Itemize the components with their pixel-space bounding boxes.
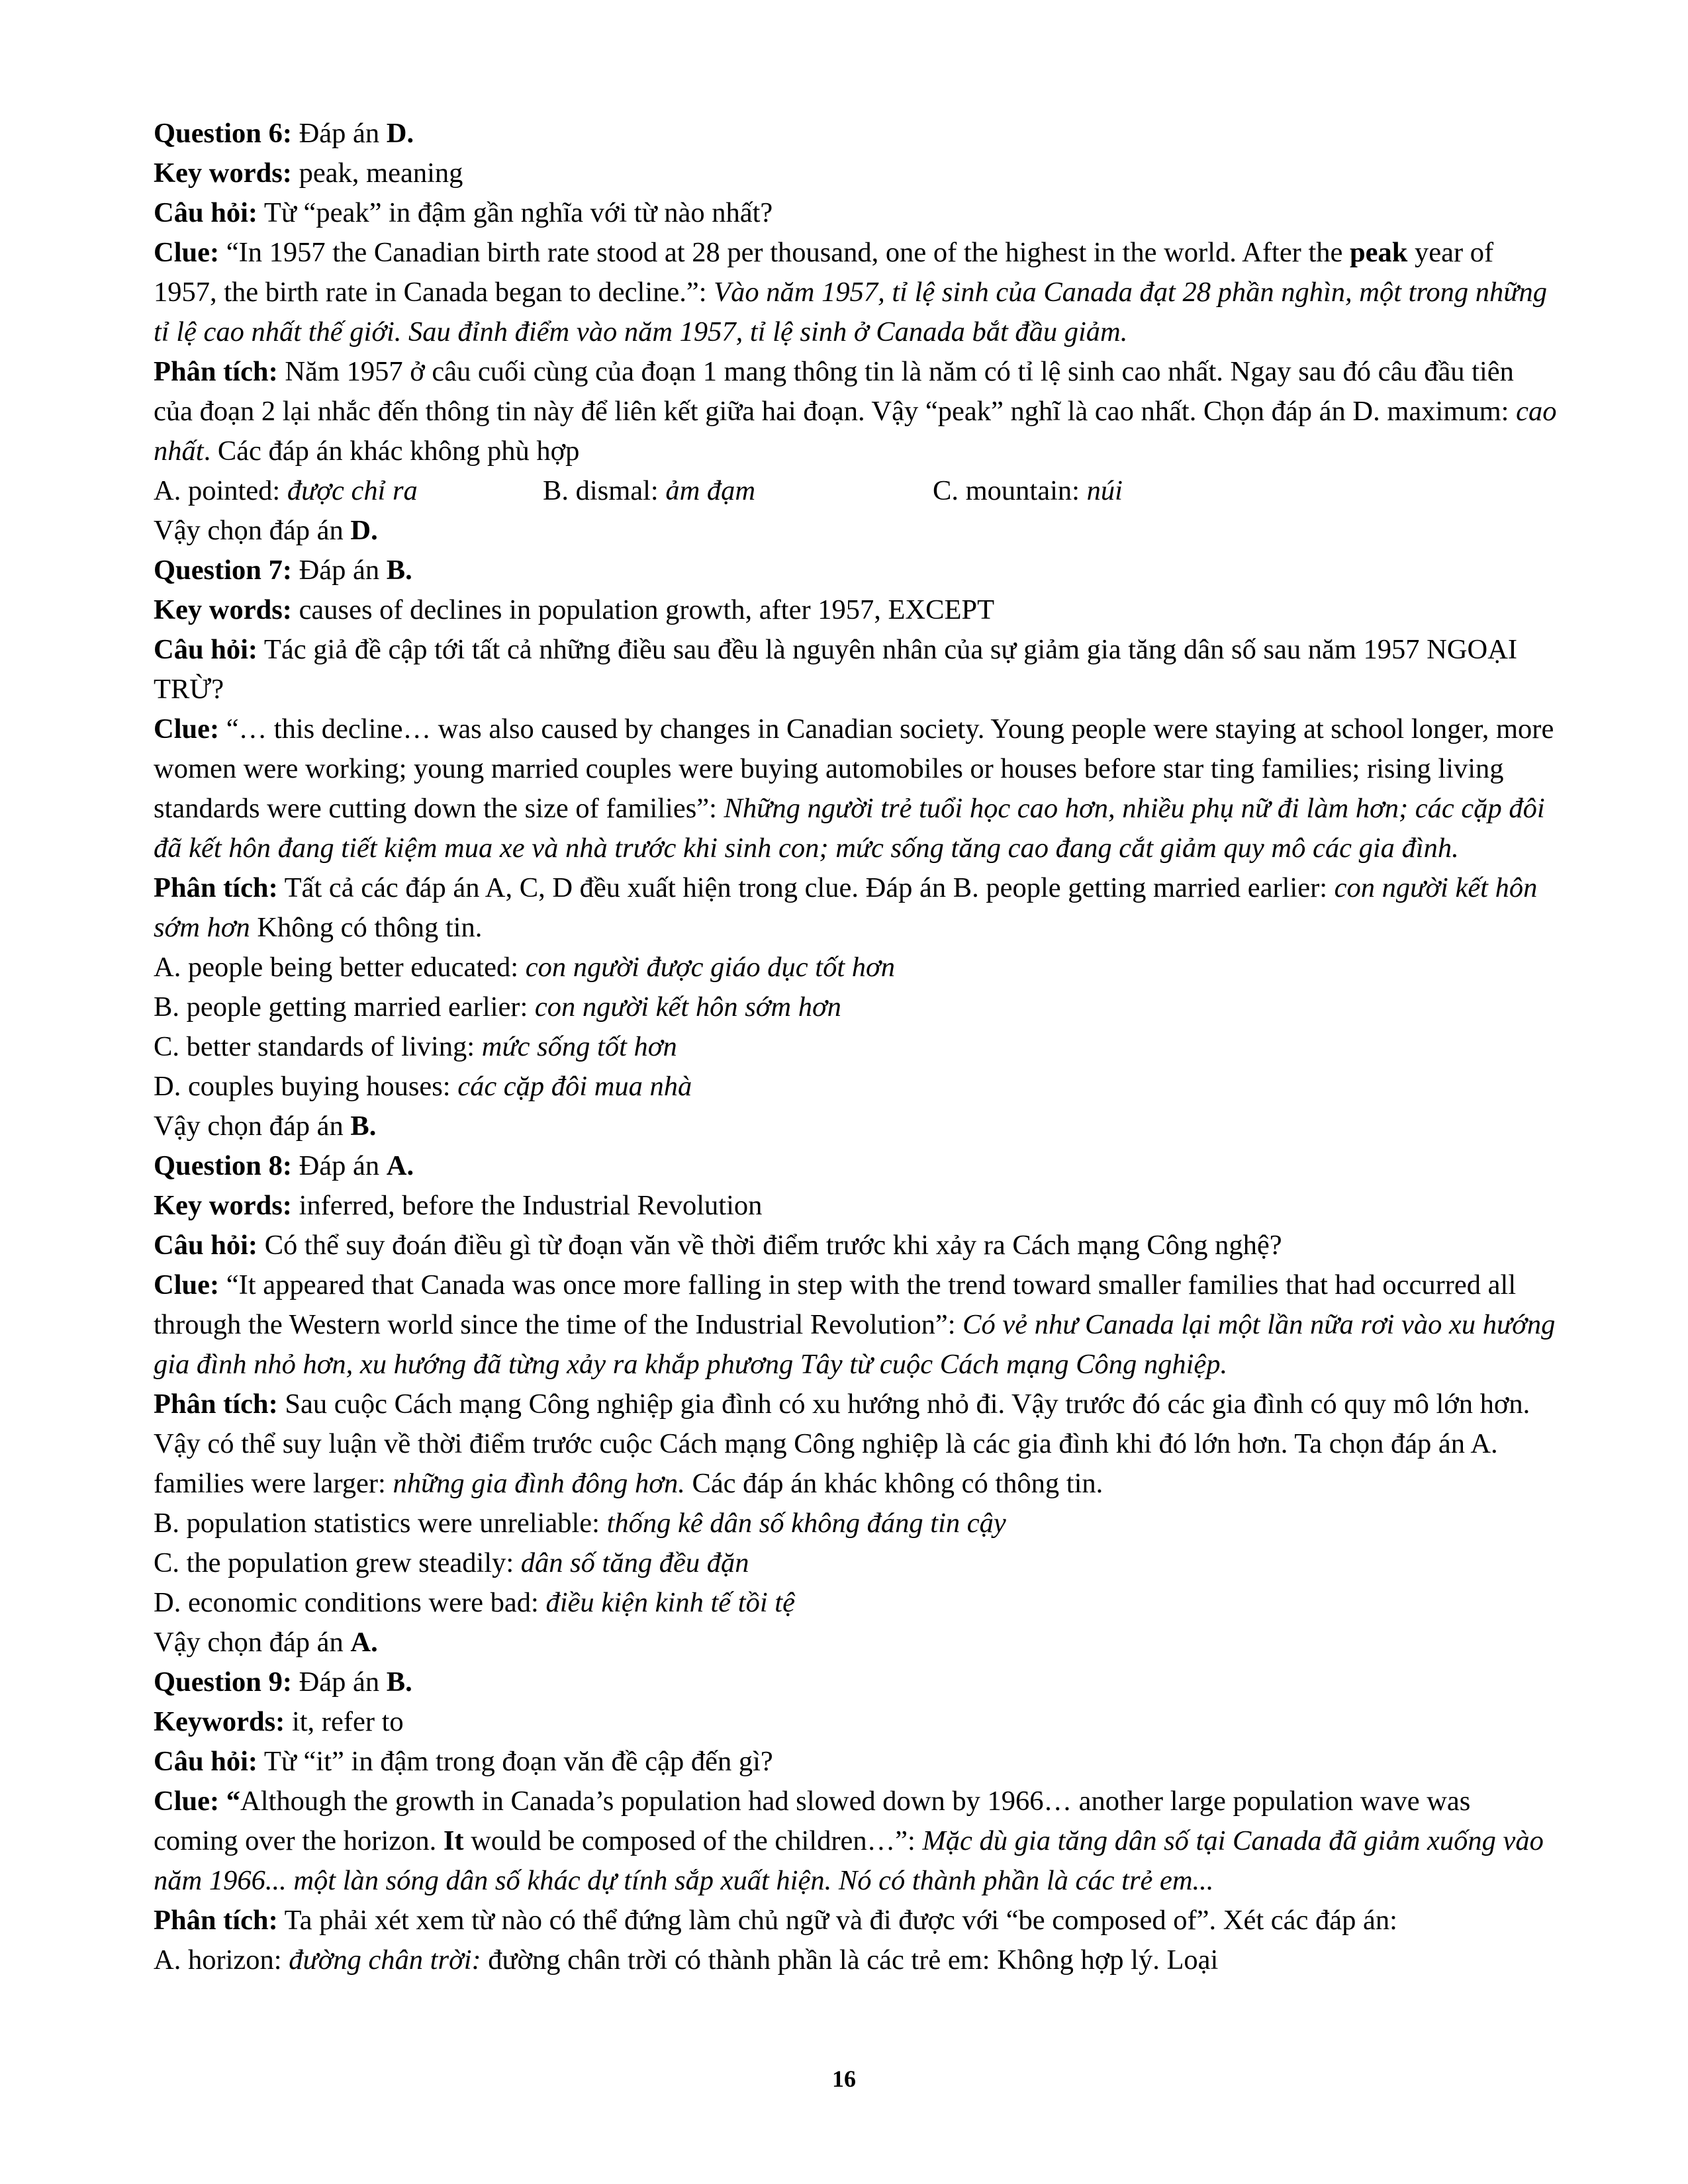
q6-keywords: Key words: peak, meaning bbox=[154, 158, 463, 189]
q8-option-c: C. the population grew steadily: dân số tăng đều đặn bbox=[154, 1547, 749, 1578]
q6-conclusion: Vậy chọn đáp án D. bbox=[154, 515, 378, 546]
q8-analysis: Phân tích: Sau cuộc Cách mạng Công nghiệp gia đình có xu hướng nhỏ đi. Vậy trước đó các gia đình có quy mô lớn hơn. Vậy có thể suy luận về thời điểm trước cuộc Cách mạng Công nghiệp là các gia đình khi đó lớn hơn. Ta chọn đáp án A. families were larger: những gia đình đông hơn. Các đáp án khác không có thông tin. bbox=[154, 1388, 1530, 1499]
q6-option-b: B. dismal: ảm đạm bbox=[543, 475, 756, 506]
q6-heading: Question 6: Đáp án D. bbox=[154, 118, 414, 149]
q8-keywords: Key words: inferred, before the Industrial Revolution bbox=[154, 1190, 763, 1221]
q8-question: Câu hỏi: Có thể suy đoán điều gì từ đoạn văn về thời điểm trước khi xảy ra Cách mạng Công nghệ? bbox=[154, 1230, 1282, 1261]
q8-conclusion: Vậy chọn đáp án A. bbox=[154, 1627, 378, 1658]
q9-clue: Clue: “Although the growth in Canada’s population had slowed down by 1966… another large population wave was coming over the horizon. It would be composed of the children…”: Mặc dù gia tăng dân số tại Canada đã giảm xuống vào năm 1966... một làn sóng dân số khác dự tính sắp xuất hiện. Nó có thành phần là các trẻ em... bbox=[154, 1786, 1544, 1896]
page-number: 16 bbox=[832, 2066, 856, 2092]
q6-analysis: Phân tích: Năm 1957 ở câu cuối cùng của đoạn 1 mang thông tin là năm có tỉ lệ sinh cao nhất. Ngay sau đó câu đầu tiên của đoạn 2 lại nhắc đến thông tin này để liên kết giữa hai đoạn. Vậy “peak” nghĩ là cao nhất. Chọn đáp án D. maximum: cao nhất. Các đáp án khác không phù hợp bbox=[154, 356, 1557, 467]
q7-clue: Clue: “… this decline… was also caused by changes in Canadian society. Young people were staying at school longer, more women were working; young married couples were buying automobiles or houses before star ting families; rising living standards were cutting down the size of families”: Những người trẻ tuổi học cao hơn, nhiều phụ nữ đi làm hơn; các cặp đôi đã kết hôn đang tiết kiệm mua xe và nhà trước khi sinh con; mức sống tăng cao đang cắt giảm quy mô các gia đình. bbox=[154, 713, 1554, 864]
q6-options-row bbox=[154, 471, 1557, 511]
q9-heading: Question 9: Đáp án B. bbox=[154, 1666, 412, 1698]
q9-option-a: A. horizon: đường chân trời: đường chân trời có thành phần là các trẻ em: Không hợp lý. Loại bbox=[154, 1944, 1219, 1976]
q7-analysis: Phân tích: Tất cả các đáp án A, C, D đều xuất hiện trong clue. Đáp án B. people getting married earlier: con người kết hôn sớm hơn Không có thông tin. bbox=[154, 872, 1538, 943]
q9-keywords: Keywords: it, refer to bbox=[154, 1706, 404, 1737]
q7-option-d: D. couples buying houses: các cặp đôi mua nhà bbox=[154, 1071, 692, 1102]
q7-heading: Question 7: Đáp án B. bbox=[154, 555, 412, 586]
q7-question: Câu hỏi: Tác giả đề cập tới tất cả những điều sau đều là nguyên nhân của sự giảm gia tăng dân số sau năm 1957 NGOẠI TRỪ? bbox=[154, 634, 1518, 705]
document-body bbox=[154, 114, 1557, 1980]
q9-analysis: Phân tích: Ta phải xét xem từ nào có thể đứng làm chủ ngữ và đi được với “be composed of”. Xét các đáp án: bbox=[154, 1905, 1397, 1936]
q7-option-a: A. people being better educated: con người được giáo dục tốt hơn bbox=[154, 952, 895, 983]
q8-heading: Question 8: Đáp án A. bbox=[154, 1150, 414, 1181]
q7-option-c: C. better standards of living: mức sống tốt hơn bbox=[154, 1031, 677, 1062]
q6-option-a: A. pointed: được chỉ ra bbox=[154, 475, 418, 506]
q6-option-c: C. mountain: núi bbox=[933, 475, 1123, 506]
q6-clue: Clue: “In 1957 the Canadian birth rate stood at 28 per thousand, one of the highest in the world. After the peak year of 1957, the birth rate in Canada began to decline.”: Vào năm 1957, tỉ lệ sinh của Canada đạt 28 phần nghìn, một trong những tỉ lệ cao nhất thế giới. Sau đỉnh điểm vào năm 1957, tỉ lệ sinh ở Canada bắt đầu giảm. bbox=[154, 237, 1547, 347]
q9-question: Câu hỏi: Từ “it” in đậm trong đoạn văn đề cập đến gì? bbox=[154, 1746, 773, 1777]
q7-keywords: Key words: causes of declines in population growth, after 1957, EXCEPT bbox=[154, 594, 995, 625]
q6-question: Câu hỏi: Từ “peak” in đậm gần nghĩa với từ nào nhất? bbox=[154, 197, 773, 228]
q8-option-b: B. population statistics were unreliable: thống kê dân số không đáng tin cậy bbox=[154, 1508, 1006, 1539]
q8-clue: Clue: “It appeared that Canada was once more falling in step with the trend toward smaller families that had occurred all through the Western world since the time of the Industrial Revolution”: Có vẻ như Canada lại một lần nữa rơi vào xu hướng gia đình nhỏ hơn, xu hướng đã từng xảy ra khắp phương Tây từ cuộc Cách mạng Công nghiệp. bbox=[154, 1269, 1556, 1380]
q7-option-b: B. people getting married earlier: con người kết hôn sớm hơn bbox=[154, 991, 841, 1023]
q7-conclusion: Vậy chọn đáp án B. bbox=[154, 1111, 377, 1142]
q8-option-d: D. economic conditions were bad: điều kiện kinh tế tồi tệ bbox=[154, 1587, 795, 1618]
